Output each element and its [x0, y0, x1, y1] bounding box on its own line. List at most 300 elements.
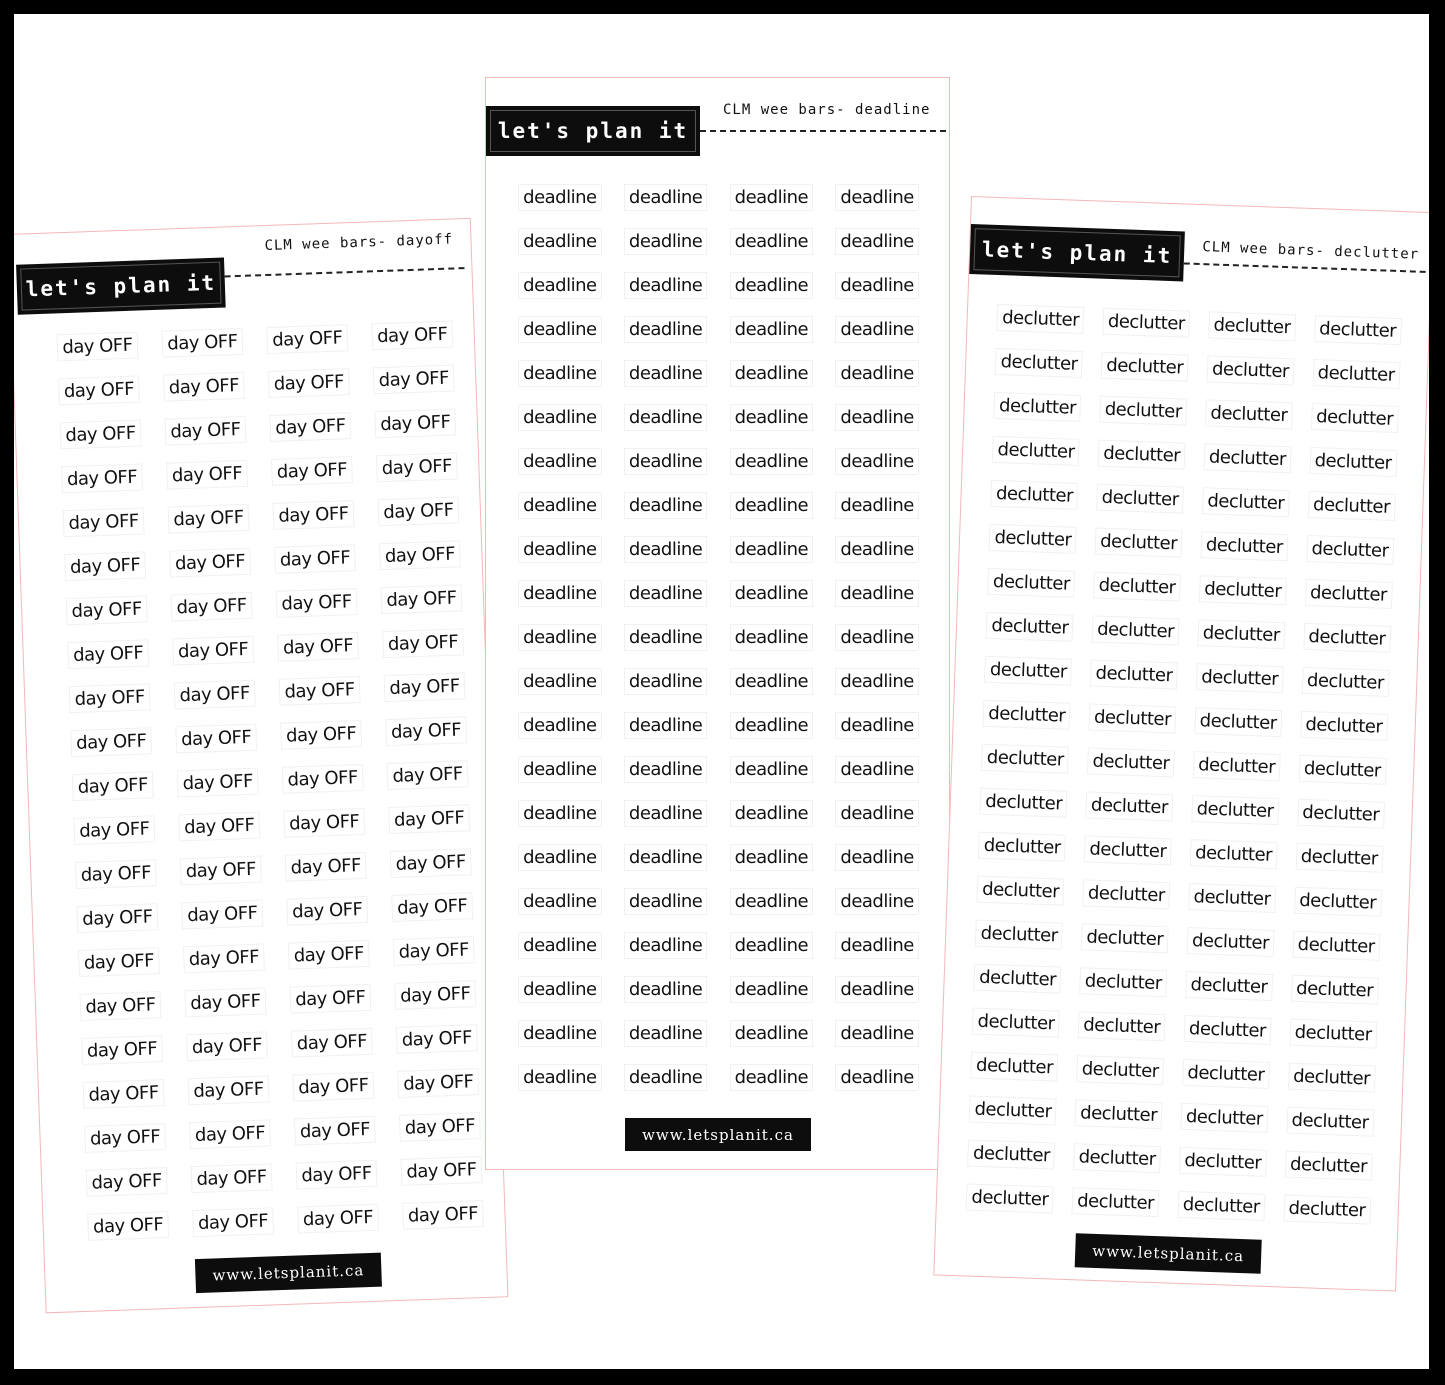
sticker	[1298, 482, 1405, 530]
sticker-label: declutter	[994, 391, 1082, 421]
sticker-label: declutter	[1190, 839, 1278, 869]
sticker	[157, 538, 263, 586]
sticker-label: declutter	[1199, 575, 1287, 605]
sticker	[967, 866, 1074, 914]
sticker	[1085, 518, 1192, 566]
sticker-label: day OFF	[294, 1115, 375, 1145]
sticker	[719, 351, 825, 395]
sticker-label: day OFF	[183, 943, 264, 973]
sticker-label: deadline	[835, 228, 918, 255]
sticker	[613, 835, 719, 879]
sticker	[1286, 833, 1393, 881]
sticker	[719, 791, 825, 835]
sticker-label: declutter	[995, 347, 1083, 377]
sticker	[260, 491, 366, 539]
sticker-label: deadline	[518, 184, 601, 211]
sticker-label: deadline	[730, 1064, 813, 1091]
sticker-label: day OFF	[83, 1079, 164, 1109]
sticker-label: declutter	[1207, 355, 1295, 385]
sticker	[985, 339, 1092, 387]
sticker-label: declutter	[1309, 446, 1397, 476]
sticker-label: day OFF	[279, 676, 360, 706]
product-canvas	[14, 14, 1429, 1369]
sticker-label: declutter	[1184, 1014, 1272, 1044]
sticker	[1273, 1185, 1380, 1233]
sticker-label: day OFF	[81, 1035, 162, 1065]
sticker-label: day OFF	[189, 1119, 270, 1149]
sticker	[63, 850, 169, 898]
sticker-label: day OFF	[168, 503, 249, 533]
sticker-label: declutter	[992, 435, 1080, 465]
sticker	[613, 879, 719, 923]
sticker-label: day OFF	[282, 763, 363, 793]
sticker-label: declutter	[980, 787, 1068, 817]
sticker-label: declutter	[1099, 395, 1187, 425]
sticker	[824, 571, 930, 615]
sticker	[824, 175, 930, 219]
sticker-label: deadline	[730, 800, 813, 827]
sticker-label: declutter	[1179, 1146, 1267, 1176]
sticker	[70, 1070, 176, 1118]
sticker	[507, 879, 613, 923]
sticker	[149, 318, 255, 366]
sticker	[719, 747, 825, 791]
sticker	[1093, 298, 1200, 346]
sticker	[1074, 826, 1181, 874]
sticker-label: deadline	[518, 448, 601, 475]
sticker-label: declutter	[1205, 399, 1293, 429]
sticker-label: day OFF	[86, 1167, 167, 1197]
sticker-label: declutter	[1292, 930, 1380, 960]
sticker-sheet-deadline	[485, 77, 950, 1170]
sticker-label: day OFF	[389, 804, 470, 834]
sticker-label: declutter	[1288, 1062, 1376, 1092]
sticker	[60, 762, 166, 810]
sticker-label: deadline	[835, 668, 918, 695]
sticker-label: day OFF	[74, 815, 155, 845]
sticker	[719, 571, 825, 615]
sticker	[719, 967, 825, 1011]
sticker-label: deadline	[730, 536, 813, 563]
sticker	[719, 615, 825, 659]
sticker-label: day OFF	[395, 980, 476, 1010]
sticker	[69, 1026, 175, 1074]
sticker	[268, 711, 374, 759]
brand-label: let's plan it	[969, 224, 1185, 281]
sticker-label: deadline	[624, 800, 707, 827]
sticker-label: day OFF	[398, 1068, 479, 1098]
sticker-grid	[507, 175, 930, 1099]
sticker	[824, 219, 930, 263]
sticker-label: deadline	[835, 844, 918, 871]
sticker	[964, 954, 1071, 1002]
sticker-label: deadline	[624, 228, 707, 255]
sticker-label: declutter	[968, 1139, 1056, 1169]
sticker	[154, 450, 260, 498]
sticker-label: deadline	[624, 404, 707, 431]
sticker-label: deadline	[624, 844, 707, 871]
sticker	[1299, 438, 1406, 486]
sticker-label: declutter	[1286, 1106, 1374, 1136]
sticker-label: declutter	[1095, 527, 1183, 557]
sticker-label: declutter	[986, 611, 1074, 641]
sticker	[58, 718, 164, 766]
sticker-label: deadline	[624, 536, 707, 563]
sticker-label: deadline	[835, 800, 918, 827]
sticker-label: day OFF	[191, 1163, 272, 1193]
sticker-label: deadline	[624, 184, 707, 211]
sticker	[507, 703, 613, 747]
sticker-label: declutter	[1191, 795, 1279, 825]
sticker-label: deadline	[835, 756, 918, 783]
sticker-label: declutter	[1193, 751, 1281, 781]
sticker-label: day OFF	[373, 364, 454, 394]
sticker-label: deadline	[835, 580, 918, 607]
sticker-label: declutter	[1096, 483, 1184, 513]
sticker-label: deadline	[518, 404, 601, 431]
sticker-label: day OFF	[387, 760, 468, 790]
sticker-label: declutter	[988, 567, 1076, 597]
sticker	[1188, 610, 1295, 658]
sticker-label: deadline	[624, 448, 707, 475]
sticker-label: deadline	[518, 712, 601, 739]
sticker-label: day OFF	[179, 811, 260, 841]
sticker-label: day OFF	[62, 463, 143, 493]
sticker	[719, 835, 825, 879]
sticker	[155, 494, 261, 542]
sticker	[719, 659, 825, 703]
sticker-label: declutter	[1298, 754, 1386, 784]
sticker-label: declutter	[1093, 571, 1181, 601]
sticker	[1177, 918, 1284, 966]
sticker-label: declutter	[991, 479, 1079, 509]
sticker	[1303, 350, 1410, 398]
sticker	[376, 795, 482, 843]
sticker	[824, 1055, 930, 1099]
sticker-label: day OFF	[188, 1075, 269, 1105]
sticker	[613, 923, 719, 967]
sticker-label: declutter	[966, 1183, 1054, 1213]
sticker-label: day OFF	[381, 584, 462, 614]
sticker	[171, 934, 277, 982]
sticker	[283, 1150, 389, 1198]
sticker-label: deadline	[730, 624, 813, 651]
sticker-label: declutter	[1177, 1190, 1265, 1220]
sticker	[719, 439, 825, 483]
sticker	[507, 439, 613, 483]
sticker	[982, 427, 1089, 475]
sticker-label: day OFF	[173, 635, 254, 665]
website-label: www.letsplanit.ca	[625, 1118, 811, 1151]
sticker	[151, 362, 257, 410]
sticker	[507, 615, 613, 659]
sticker-label: declutter	[1072, 1187, 1160, 1217]
sticker	[507, 747, 613, 791]
sticker	[958, 1130, 1065, 1178]
sticker-label: day OFF	[293, 1071, 374, 1101]
sticker-label: declutter	[1073, 1143, 1161, 1173]
sticker	[64, 894, 170, 942]
sticker-label: deadline	[624, 580, 707, 607]
sticker	[507, 175, 613, 219]
website-label: www.letsplanit.ca	[195, 1253, 382, 1293]
sticker	[66, 938, 172, 986]
sticker-label: declutter	[1086, 791, 1174, 821]
sticker-label: day OFF	[278, 632, 359, 662]
sticker-label: deadline	[624, 932, 707, 959]
sticker-label: day OFF	[185, 987, 266, 1017]
sticker	[274, 886, 380, 934]
sticker	[966, 910, 1073, 958]
sticker-label: day OFF	[296, 1159, 377, 1189]
sticker	[276, 930, 382, 978]
sticker-label: day OFF	[171, 591, 252, 621]
sticker-label: day OFF	[401, 1156, 482, 1186]
title-divider	[700, 130, 946, 132]
sticker	[1174, 1006, 1281, 1054]
sticker-label: day OFF	[166, 459, 247, 489]
sticker-label: declutter	[989, 523, 1077, 553]
sticker	[824, 879, 930, 923]
sticker-label: deadline	[518, 580, 601, 607]
sticker-label: declutter	[1297, 798, 1385, 828]
sticker-label: declutter	[1197, 619, 1285, 649]
sticker-label: deadline	[624, 756, 707, 783]
sticker	[262, 535, 368, 583]
sticker	[172, 978, 278, 1026]
sticker-label: declutter	[1295, 842, 1383, 872]
sticker	[975, 646, 1082, 694]
sticker	[1192, 478, 1299, 526]
sticker-label: deadline	[624, 272, 707, 299]
sticker-label: declutter	[972, 1007, 1060, 1037]
sticker-label: day OFF	[399, 1112, 480, 1142]
sticker	[507, 923, 613, 967]
sticker-label: day OFF	[170, 547, 251, 577]
sticker	[507, 483, 613, 527]
sticker-label: deadline	[730, 1020, 813, 1047]
sticker	[75, 1202, 181, 1250]
sticker-label: deadline	[835, 272, 918, 299]
sticker-label: declutter	[1087, 747, 1175, 777]
sticker	[1278, 1053, 1385, 1101]
sticker-label: deadline	[518, 316, 601, 343]
sticker	[1304, 306, 1411, 354]
sticker-label: deadline	[835, 932, 918, 959]
sticker-label: declutter	[1204, 443, 1292, 473]
sticker-label: deadline	[730, 668, 813, 695]
sticker	[613, 791, 719, 835]
sticker	[987, 295, 1094, 343]
sticker	[824, 351, 930, 395]
sticker-label: deadline	[835, 536, 918, 563]
sticker	[824, 1011, 930, 1055]
sticker-label: deadline	[624, 360, 707, 387]
sticker	[824, 263, 930, 307]
sticker-label: declutter	[997, 303, 1085, 333]
sticker	[956, 1174, 1063, 1222]
sticker	[719, 923, 825, 967]
sticker-label: declutter	[1076, 1055, 1164, 1085]
sticker	[1284, 877, 1391, 925]
sticker	[613, 483, 719, 527]
sticker	[719, 219, 825, 263]
sticker	[44, 322, 150, 370]
sheet-title: CLM wee bars- dayoff	[264, 231, 454, 255]
sticker	[719, 1055, 825, 1099]
sticker	[257, 403, 363, 451]
sticker-label: day OFF	[268, 368, 349, 398]
sticker	[379, 883, 485, 931]
sticker	[277, 974, 383, 1022]
sticker-label: declutter	[974, 963, 1062, 993]
sticker	[824, 527, 930, 571]
sticker-label: deadline	[518, 800, 601, 827]
sticker	[1195, 390, 1302, 438]
sticker	[719, 703, 825, 747]
sticker	[52, 542, 158, 590]
sticker-label: declutter	[1306, 534, 1394, 564]
sticker-label: deadline	[835, 492, 918, 519]
sticker	[719, 1011, 825, 1055]
sticker-label: declutter	[1081, 923, 1169, 953]
sticker-label: deadline	[835, 360, 918, 387]
sticker-label: declutter	[1311, 403, 1399, 433]
sticker	[1194, 434, 1301, 482]
sticker	[377, 839, 483, 887]
sticker-label: declutter	[1084, 835, 1172, 865]
sticker	[1064, 1134, 1171, 1182]
sticker-label: day OFF	[174, 679, 255, 709]
sticker	[824, 659, 930, 703]
sticker-label: day OFF	[297, 1203, 378, 1233]
sticker-label: day OFF	[71, 727, 152, 757]
sticker	[373, 707, 479, 755]
sticker	[50, 498, 156, 546]
sticker-label: deadline	[730, 184, 813, 211]
sticker-label: day OFF	[75, 859, 156, 889]
sticker-label: declutter	[1302, 666, 1390, 696]
sticker-label: declutter	[1300, 710, 1388, 740]
sticker	[1073, 870, 1180, 918]
sticker	[824, 307, 930, 351]
sticker-label: declutter	[1079, 967, 1167, 997]
sticker	[981, 471, 1088, 519]
sticker	[256, 359, 362, 407]
sticker-label: deadline	[730, 976, 813, 1003]
sticker-label: day OFF	[288, 939, 369, 969]
sticker	[49, 454, 155, 502]
sticker-label: deadline	[835, 448, 918, 475]
sticker	[273, 842, 379, 890]
sticker-label: deadline	[518, 976, 601, 1003]
sticker	[507, 571, 613, 615]
sticker-label: day OFF	[375, 408, 456, 438]
sticker-label: declutter	[1283, 1194, 1371, 1224]
sticker	[1071, 914, 1178, 962]
sticker	[613, 1011, 719, 1055]
sticker	[259, 447, 365, 495]
sticker	[1296, 526, 1403, 574]
sticker	[978, 559, 1085, 607]
sticker	[613, 967, 719, 1011]
sticker-label: deadline	[730, 888, 813, 915]
sticker	[507, 307, 613, 351]
sticker	[169, 890, 275, 938]
sticker	[959, 1086, 1066, 1134]
sticker	[719, 527, 825, 571]
sticker-label: deadline	[518, 536, 601, 563]
sticker	[719, 879, 825, 923]
sticker-label: day OFF	[392, 892, 473, 922]
sticker-label: declutter	[983, 699, 1071, 729]
sticker-label: day OFF	[276, 588, 357, 618]
sticker	[970, 778, 1077, 826]
sticker	[368, 575, 474, 623]
sticker	[385, 1059, 491, 1107]
sticker	[1169, 1138, 1276, 1186]
sticker-label: declutter	[1285, 1150, 1373, 1180]
sticker	[507, 659, 613, 703]
sticker-label: deadline	[518, 668, 601, 695]
sticker	[1198, 302, 1305, 350]
sticker	[1290, 702, 1397, 750]
sticker	[180, 1198, 286, 1246]
sticker	[824, 791, 930, 835]
sticker-label: day OFF	[58, 375, 139, 405]
sticker-label: deadline	[624, 976, 707, 1003]
sticker-label: deadline	[835, 1064, 918, 1091]
sticker-label: declutter	[975, 919, 1063, 949]
sticker-label: deadline	[624, 712, 707, 739]
sticker	[824, 747, 930, 791]
sticker-label: day OFF	[165, 415, 246, 445]
sticker	[613, 439, 719, 483]
sticker	[1185, 698, 1292, 746]
sticker-label: deadline	[835, 1020, 918, 1047]
sticker-label: declutter	[1082, 879, 1170, 909]
sticker	[973, 690, 1080, 738]
sticker-label: day OFF	[72, 771, 153, 801]
sticker	[387, 1103, 493, 1151]
sticker	[824, 615, 930, 659]
sticker	[152, 406, 258, 454]
sticker	[1088, 430, 1195, 478]
sticker	[384, 1015, 490, 1063]
sticker	[979, 515, 1086, 563]
sticker	[507, 527, 613, 571]
sticker	[163, 714, 269, 762]
sticker-label: day OFF	[177, 767, 258, 797]
sticker-label: deadline	[835, 624, 918, 651]
sticker-label: day OFF	[85, 1123, 166, 1153]
sticker	[168, 846, 274, 894]
sticker-grid	[956, 295, 1411, 1233]
sticker	[73, 1158, 179, 1206]
sticker	[507, 1055, 613, 1099]
sticker	[1178, 874, 1285, 922]
sticker-label: deadline	[835, 888, 918, 915]
sticker	[824, 967, 930, 1011]
sticker-label: deadline	[730, 316, 813, 343]
sticker	[282, 1106, 388, 1154]
sticker	[178, 1154, 284, 1202]
sticker-label: day OFF	[384, 672, 465, 702]
sticker-label: deadline	[624, 1020, 707, 1047]
sticker	[507, 263, 613, 307]
sticker-label: deadline	[518, 756, 601, 783]
sticker-label: declutter	[969, 1095, 1057, 1125]
